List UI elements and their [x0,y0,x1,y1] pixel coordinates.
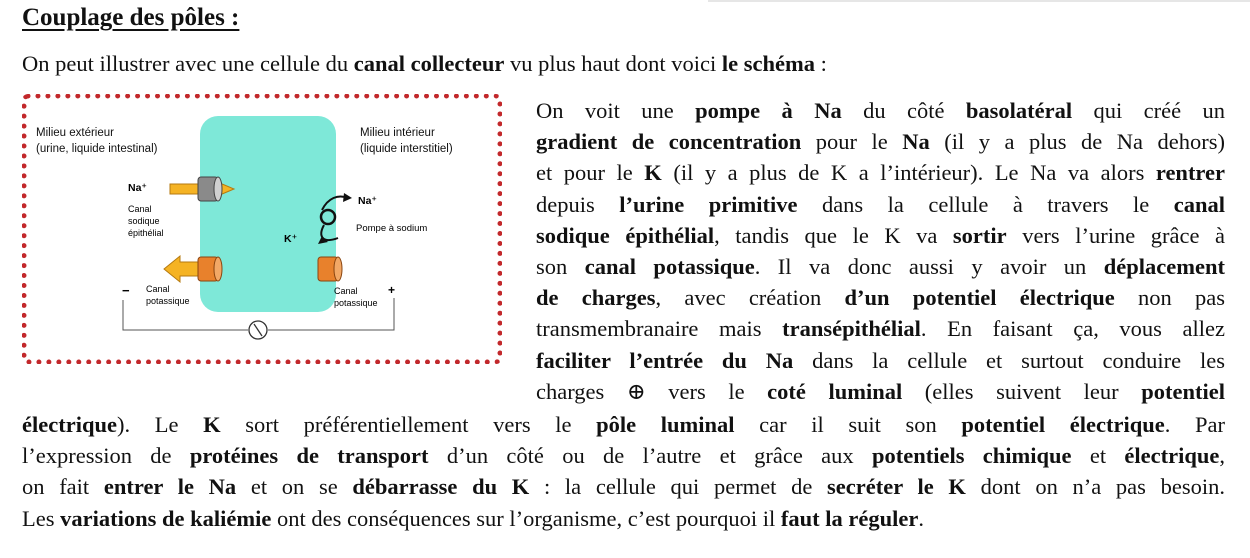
text-run: et pour le [536,160,645,186]
side-paragraph [536,95,1225,407]
text-run: dont on n’a pas besoin. [965,474,1225,500]
text-run: (il y a plus de K a l’intérieur). Le Na va alors [661,160,1156,186]
section-title: Couplage des pôles : [22,4,240,31]
intro-bold-2: le schéma [721,51,815,76]
bottom-line [22,409,1225,440]
text-run: , tandis que le K va [714,222,953,248]
k-label: K⁺ [284,233,298,245]
text-run: charges ⊕ vers le [536,378,768,404]
side-line [536,157,1225,188]
bold-phrase: faut la réguler [780,505,919,531]
plus-sign: + [388,283,396,297]
bold-phrase: l’urine primitive [619,191,798,217]
side-line [536,220,1225,251]
bottom-paragraph [22,409,1225,534]
bold-phrase: sodique épithélial [536,222,715,248]
bold-phrase: variations de kaliémie [60,505,272,531]
bold-phrase: K [203,412,221,437]
inner-medium-sublabel: (liquide interstitiel) [360,143,453,155]
bold-phrase: électrique [22,412,117,437]
bottom-line [22,503,1225,534]
side-line [536,313,1225,344]
bold-phrase: sortir [952,222,1007,248]
bold-phrase: de charges [536,285,656,311]
bottom-line [22,440,1225,471]
na-channel-label-1: Canal [128,204,152,214]
bold-phrase: pompe à Na [695,98,842,123]
text-run: qui créé un [1072,98,1225,123]
k-channel-right-label-2: potassique [334,298,378,308]
side-line [536,126,1225,157]
bold-phrase: gradient de concentration [536,129,802,155]
bold-phrase: pôle luminal [596,412,735,437]
bold-phrase: rentrer [1155,160,1225,186]
text-run: . Il va donc aussi y avoir un [754,254,1104,280]
inner-medium-label: Milieu intérieur [360,127,435,139]
intro-paragraph [22,48,827,80]
na-channel-label-3: épithélial [128,228,164,238]
bold-phrase: débarrasse du K [352,474,530,500]
bottom-line [22,471,1225,502]
bold-phrase: transépithélial [782,316,921,342]
bold-phrase: secréter le K [827,474,966,500]
intro-text-2: vu plus haut dont voici [504,51,722,76]
intro-text-3: : [814,51,827,76]
text-run: : la cellule qui permet de [529,474,828,500]
bold-phrase: d’un potentiel électrique [844,285,1115,311]
bold-phrase: basolatéral [965,98,1073,123]
bold-phrase: coté luminal [767,378,903,404]
text-run: ont des conséquences sur l’organisme, c’est pourquoi il [271,505,781,531]
side-line [536,251,1225,282]
text-run: (elles suivent leur [902,378,1142,404]
bold-phrase: canal potassique [584,254,755,280]
bold-phrase: potentiels chimique [871,443,1072,469]
bold-phrase: déplacement [1103,254,1225,280]
intro-text-1: On peut illustrer avec une cellule du [22,51,354,76]
text-run: on fait [22,474,104,500]
text-run: transmembranaire mais [536,316,783,342]
text-run: sort préférentiellement vers le [220,412,597,437]
text-run: , [1219,443,1225,469]
text-run: et [1071,443,1125,469]
bold-phrase: électrique [1124,443,1220,469]
text-run: vers l’urine grâce à [1006,222,1225,248]
side-line [536,189,1225,220]
text-run: Les [22,505,61,531]
k-channel-left-label-2: potassique [146,296,190,306]
pump-label: Pompe à sodium [356,223,428,234]
k-channel-left-label-1: Canal [146,284,170,294]
bold-phrase: potentiel [1141,378,1225,404]
text-run: car il suit son [734,412,962,437]
minus-sign: − [122,283,130,298]
bold-phrase: potentiel électrique [961,412,1165,437]
side-line [536,376,1225,407]
bold-phrase: canal [1173,191,1225,217]
text-run: , avec création [655,285,845,311]
text-run: d’un côté ou de l’autre et grâce aux [428,443,872,469]
text-run: . [918,505,924,531]
text-run: pour le [801,129,903,155]
text-run: . En faisant ça, vous allez [920,316,1225,342]
outer-medium-sublabel: (urine, liquide intestinal) [36,143,158,155]
bold-phrase: faciliter l’entrée du Na [536,347,794,373]
text-run: dans la cellule et surtout conduire les [793,347,1225,373]
text-run: son [536,254,585,280]
text-run: depuis [536,191,620,217]
text-run: et on se [236,474,353,500]
text-run: (il y a plus de Na dehors) [929,129,1225,155]
text-run: dans la cellule à travers le [797,191,1174,217]
intro-bold-1: canal collecteur [353,51,505,76]
figure-frame [22,94,502,364]
bold-phrase: protéines de transport [189,443,429,469]
k-channel-right-label-1: Canal [334,286,358,296]
bold-phrase: K [644,160,662,186]
side-line [536,95,1225,126]
side-line [536,345,1225,376]
text-run: non pas [1114,285,1226,311]
text-run: . Par [1164,412,1225,437]
text-run: du côté [841,98,966,123]
na-left-label: Na⁺ [128,182,147,194]
bold-phrase: Na [902,129,930,155]
text-run: ). Le [116,412,204,437]
header-rule [708,0,1250,2]
side-line [536,282,1225,313]
na-channel-label-2: sodique [128,216,160,226]
bold-phrase: entrer le Na [103,474,237,500]
na-right-label: Na⁺ [358,195,377,207]
text-run: l’expression de [22,443,190,469]
outer-medium-label: Milieu extérieur [36,127,114,139]
text-run: On voit une [536,98,696,123]
